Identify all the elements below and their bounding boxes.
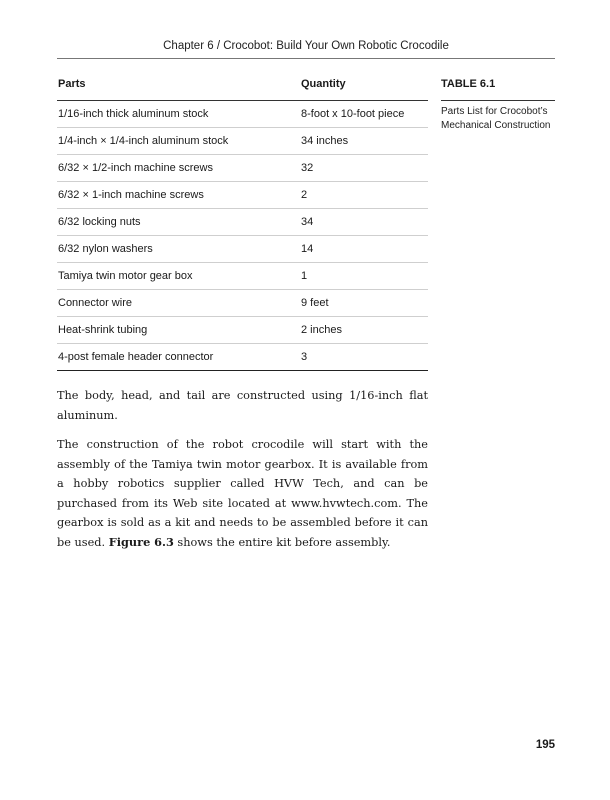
running-head: Chapter 6 / Crocobot: Build Your Own Robotic Crocodile bbox=[163, 40, 449, 52]
table-row bbox=[57, 209, 428, 236]
table-row bbox=[57, 155, 428, 182]
part-cell: 1/4-inch × 1/4-inch aluminum stock bbox=[58, 135, 229, 147]
table-row bbox=[57, 101, 428, 128]
header-rule bbox=[57, 58, 555, 59]
table-number-label: TABLE 6.1 bbox=[441, 78, 555, 101]
body-paragraph bbox=[57, 435, 428, 552]
part-cell: 6/32 × 1/2-inch machine screws bbox=[58, 162, 213, 174]
quantity-column-header: Quantity bbox=[301, 78, 346, 90]
part-cell: 6/32 locking nuts bbox=[58, 216, 141, 228]
table-caption-text: Parts List for Crocobot’s Mechanical Construction bbox=[441, 106, 551, 131]
part-cell: Heat-shrink tubing bbox=[58, 324, 148, 336]
quantity-cell: 2 bbox=[301, 189, 308, 201]
table-row bbox=[57, 182, 428, 209]
quantity-cell: 3 bbox=[301, 351, 308, 363]
parts-table bbox=[57, 78, 428, 371]
quantity-cell: 34 inches bbox=[301, 135, 349, 147]
part-cell: 6/32 × 1-inch machine screws bbox=[58, 189, 204, 201]
paragraph-text: shows the entire kit before assembly. bbox=[173, 535, 391, 549]
body-paragraph: The body, head, and tail are constructed using 1/16-inch flat aluminum. bbox=[57, 389, 428, 422]
parts-column-header: Parts bbox=[58, 78, 86, 90]
quantity-cell: 2 inches bbox=[301, 324, 342, 336]
figure-reference: Figure 6.3 bbox=[108, 534, 174, 549]
page-number: 195 bbox=[535, 739, 555, 751]
part-cell: Connector wire bbox=[58, 297, 132, 309]
table-row bbox=[57, 263, 428, 290]
quantity-cell: 34 bbox=[301, 216, 314, 228]
table-caption bbox=[441, 78, 555, 133]
part-cell: 4-post female header connector bbox=[58, 351, 214, 363]
quantity-cell: 14 bbox=[301, 243, 314, 255]
part-cell: 1/16-inch thick aluminum stock bbox=[58, 108, 209, 120]
table-header-row bbox=[57, 78, 428, 101]
quantity-cell: 8-foot x 10-foot piece bbox=[301, 108, 405, 120]
table-row bbox=[57, 128, 428, 155]
quantity-cell: 1 bbox=[301, 270, 308, 282]
paragraph-text: The construction of the robot crocodile will start with the assembly of the Tamiya twin motor gearbox. It is available from a hobby robotics supplier called HVW Tech, and can be purchased from its Web site located at www.hvwtech.com. The gearbox is sold as a kit and needs to be assembled before it can be used. bbox=[57, 438, 428, 549]
body-text bbox=[57, 386, 428, 562]
part-cell: 6/32 nylon washers bbox=[58, 243, 153, 255]
table-row bbox=[57, 236, 428, 263]
table-row bbox=[57, 317, 428, 344]
table-row bbox=[57, 290, 428, 317]
quantity-cell: 32 bbox=[301, 162, 314, 174]
quantity-cell: 9 feet bbox=[301, 297, 329, 309]
table-row bbox=[57, 344, 428, 371]
part-cell: Tamiya twin motor gear box bbox=[58, 270, 193, 282]
